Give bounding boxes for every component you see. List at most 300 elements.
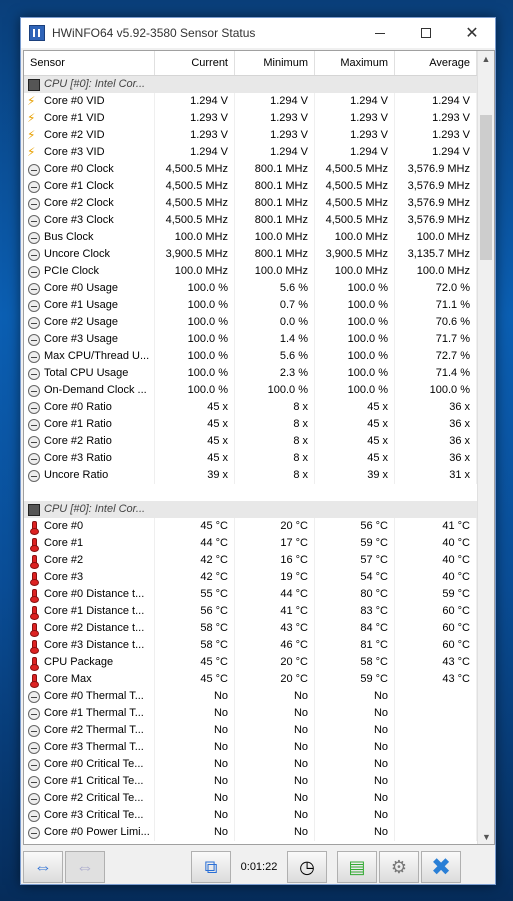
average-value: 60 °C	[395, 603, 477, 620]
thermometer-icon	[28, 589, 40, 601]
current-value: 1.294 V	[155, 93, 235, 110]
maximum-value: 4,500.5 MHz	[315, 195, 395, 212]
minimum-value: 20 °C	[235, 654, 315, 671]
sensor-name: Core #0 Thermal T...	[44, 690, 144, 702]
current-value: 100.0 %	[155, 365, 235, 382]
table-row[interactable]	[24, 348, 479, 365]
minimize-button[interactable]	[357, 18, 403, 48]
table-row[interactable]	[24, 790, 479, 807]
sensor-name-cell	[24, 603, 155, 620]
close-sensors-button[interactable]	[421, 851, 461, 883]
sensor-name-cell	[24, 144, 155, 161]
table-row[interactable]	[24, 739, 479, 756]
sensor-name: Core #3 VID	[44, 146, 105, 158]
current-value: 100.0 %	[155, 331, 235, 348]
settings-icon: ⚙	[390, 856, 408, 877]
minimum-value: No	[235, 739, 315, 756]
sensor-name-cell	[24, 195, 155, 212]
vertical-scrollbar[interactable]	[477, 51, 494, 845]
minimum-value: No	[235, 756, 315, 773]
gauge-icon	[28, 742, 40, 754]
column-header-minimum[interactable]: Minimum	[235, 51, 315, 75]
scroll-thumb[interactable]	[480, 115, 492, 260]
sensor-name-cell	[24, 127, 155, 144]
thermometer-icon	[28, 623, 40, 635]
thermometer-icon	[28, 640, 40, 652]
maximum-value: 100.0 %	[315, 314, 395, 331]
table-row[interactable]	[24, 637, 479, 654]
thermometer-icon	[28, 572, 40, 584]
current-value: 42 °C	[155, 552, 235, 569]
average-value: 40 °C	[395, 552, 477, 569]
maximum-value: 100.0 %	[315, 348, 395, 365]
average-value: 3,576.9 MHz	[395, 161, 477, 178]
window-title: HWiNFO64 v5.92-3580 Sensor Status	[52, 26, 256, 40]
sensor-name-cell	[24, 314, 155, 331]
minimum-value: 8 x	[235, 399, 315, 416]
sensor-group-header[interactable]	[24, 76, 479, 93]
sensor-name: Core #2 Usage	[44, 316, 118, 328]
current-value: 44 °C	[155, 535, 235, 552]
maximum-value: No	[315, 807, 395, 824]
sensor-name: Core #3 Ratio	[44, 452, 112, 464]
minimum-value: 5.6 %	[235, 348, 315, 365]
table-row[interactable]	[24, 229, 479, 246]
nav-arrows-disabled-icon: ⇔	[76, 856, 94, 877]
sensor-name: Core #0 Power Limi...	[44, 826, 150, 838]
title-bar[interactable]	[21, 18, 495, 48]
current-value: 1.293 V	[155, 110, 235, 127]
minimum-value: 0.0 %	[235, 314, 315, 331]
maximize-button[interactable]	[403, 18, 449, 48]
maximum-value: 1.293 V	[315, 127, 395, 144]
table-row[interactable]	[24, 773, 479, 790]
minimum-value: 2.3 %	[235, 365, 315, 382]
table-row[interactable]	[24, 382, 479, 399]
nav-arrows-disabled-button[interactable]	[65, 851, 105, 883]
maximum-value: 59 °C	[315, 535, 395, 552]
voltage-icon	[28, 96, 40, 108]
sensor-name: Core #2 Critical Te...	[44, 792, 144, 804]
gauge-icon	[28, 419, 40, 431]
current-value: 4,500.5 MHz	[155, 212, 235, 229]
thermometer-icon	[28, 606, 40, 618]
sensor-name-cell	[24, 586, 155, 603]
minimum-value: No	[235, 824, 315, 841]
group-cell-current	[155, 501, 235, 518]
sensor-name: Core #0 Critical Te...	[44, 758, 144, 770]
current-value: 100.0 %	[155, 280, 235, 297]
sensor-name: Uncore Ratio	[44, 469, 109, 481]
sensor-name: Core #3 Usage	[44, 333, 118, 345]
sensor-name: Core #2 Clock	[44, 197, 114, 209]
average-value: 1.293 V	[395, 110, 477, 127]
table-row[interactable]	[24, 586, 479, 603]
minimum-value: 1.294 V	[235, 144, 315, 161]
table-row[interactable]	[24, 365, 479, 382]
minimum-value: 46 °C	[235, 637, 315, 654]
scroll-down-icon[interactable]: ▼	[482, 832, 491, 842]
minimum-value: 8 x	[235, 433, 315, 450]
sensor-name: Max CPU/Thread U...	[44, 350, 150, 362]
voltage-icon	[28, 113, 40, 125]
current-value: No	[155, 739, 235, 756]
minimum-value: No	[235, 790, 315, 807]
table-row[interactable]	[24, 654, 479, 671]
maximum-value: 45 x	[315, 416, 395, 433]
current-value: 3,900.5 MHz	[155, 246, 235, 263]
average-value: 100.0 MHz	[395, 229, 477, 246]
average-value: 3,576.9 MHz	[395, 212, 477, 229]
average-value: 43 °C	[395, 671, 477, 688]
average-value: 60 °C	[395, 637, 477, 654]
maximum-value: 45 x	[315, 433, 395, 450]
sensor-name-cell	[24, 552, 155, 569]
group-cell-maximum	[315, 76, 395, 93]
group-title: CPU [#0]: Intel Cor...	[44, 78, 146, 90]
average-value: 1.294 V	[395, 144, 477, 161]
current-value: 55 °C	[155, 586, 235, 603]
minimum-value: 100.0 MHz	[235, 229, 315, 246]
sensor-table[interactable]	[23, 50, 495, 845]
gauge-icon	[28, 827, 40, 839]
table-row[interactable]	[24, 603, 479, 620]
nav-arrows-button[interactable]	[23, 851, 63, 883]
current-value: No	[155, 756, 235, 773]
average-value: 40 °C	[395, 569, 477, 586]
maximum-value: 45 x	[315, 399, 395, 416]
sensor-name: On-Demand Clock ...	[44, 384, 147, 396]
sensor-name: Core #1 VID	[44, 112, 105, 124]
column-header-average[interactable]: Average	[395, 51, 477, 75]
gauge-icon	[28, 470, 40, 482]
table-row[interactable]	[24, 110, 479, 127]
sensor-name-cell	[24, 246, 155, 263]
thermometer-icon	[28, 674, 40, 686]
average-value: 72.0 %	[395, 280, 477, 297]
current-value: No	[155, 773, 235, 790]
group-spacer	[24, 484, 479, 501]
group-cell-average	[395, 501, 477, 518]
maximum-value: No	[315, 739, 395, 756]
minimum-value: 800.1 MHz	[235, 212, 315, 229]
current-value: 45 °C	[155, 671, 235, 688]
gauge-icon	[28, 725, 40, 737]
sensor-name-cell	[24, 450, 155, 467]
minimum-value: 1.4 %	[235, 331, 315, 348]
average-value: 100.0 MHz	[395, 263, 477, 280]
maximum-value: 4,500.5 MHz	[315, 212, 395, 229]
sensor-name-cell	[24, 739, 155, 756]
maximum-value: 100.0 MHz	[315, 229, 395, 246]
sensor-name-cell	[24, 416, 155, 433]
sensor-name-cell	[24, 297, 155, 314]
table-row[interactable]	[24, 518, 479, 535]
sensor-name: Core #1 Clock	[44, 180, 114, 192]
table-row[interactable]	[24, 93, 479, 110]
current-value: 56 °C	[155, 603, 235, 620]
table-row[interactable]	[24, 331, 479, 348]
minimum-value: No	[235, 807, 315, 824]
voltage-icon	[28, 147, 40, 159]
report-add-icon: ▤	[348, 856, 366, 877]
maximum-value: 100.0 MHz	[315, 263, 395, 280]
maximum-value: 100.0 %	[315, 297, 395, 314]
gauge-icon	[28, 436, 40, 448]
sensor-name-cell	[24, 535, 155, 552]
current-value: 45 °C	[155, 518, 235, 535]
current-value: 100.0 %	[155, 382, 235, 399]
maximum-value: 59 °C	[315, 671, 395, 688]
table-row[interactable]	[24, 263, 479, 280]
maximum-value: 83 °C	[315, 603, 395, 620]
average-value	[395, 705, 477, 722]
thermometer-icon	[28, 538, 40, 550]
current-value: 4,500.5 MHz	[155, 161, 235, 178]
average-value	[395, 790, 477, 807]
current-value: No	[155, 807, 235, 824]
table-row[interactable]	[24, 552, 479, 569]
table-row[interactable]	[24, 569, 479, 586]
sensor-name: Bus Clock	[44, 231, 94, 243]
thermometer-icon	[28, 555, 40, 567]
maximum-value: 1.294 V	[315, 93, 395, 110]
column-header-sensor[interactable]: Sensor	[24, 51, 155, 75]
column-header-current[interactable]: Current	[155, 51, 235, 75]
clock-button[interactable]	[287, 851, 327, 883]
group-title: CPU [#0]: Intel Cor...	[44, 503, 146, 515]
sensor-name: Core #2	[44, 554, 84, 566]
table-row[interactable]	[24, 535, 479, 552]
cpu-chip-icon	[28, 79, 40, 91]
average-value: 71.7 %	[395, 331, 477, 348]
table-row[interactable]	[24, 433, 479, 450]
table-row[interactable]	[24, 178, 479, 195]
gauge-icon	[28, 351, 40, 363]
table-row[interactable]	[24, 280, 479, 297]
minimum-value: No	[235, 705, 315, 722]
group-title-cell	[24, 501, 155, 518]
gauge-icon	[28, 708, 40, 720]
minimum-value: 20 °C	[235, 671, 315, 688]
sensor-name-cell	[24, 110, 155, 127]
table-row[interactable]	[24, 246, 479, 263]
maximum-value: No	[315, 705, 395, 722]
sensor-name-cell	[24, 399, 155, 416]
sensor-name-cell	[24, 790, 155, 807]
minimum-value: 43 °C	[235, 620, 315, 637]
sensor-name-cell	[24, 756, 155, 773]
minimum-value: 800.1 MHz	[235, 178, 315, 195]
maximum-value: 4,500.5 MHz	[315, 178, 395, 195]
table-row[interactable]	[24, 127, 479, 144]
average-value	[395, 688, 477, 705]
current-value: 4,500.5 MHz	[155, 178, 235, 195]
scroll-up-icon[interactable]: ▲	[481, 54, 491, 64]
table-row[interactable]	[24, 722, 479, 739]
voltage-icon	[28, 130, 40, 142]
average-value: 1.294 V	[395, 93, 477, 110]
current-value: 39 x	[155, 467, 235, 484]
report-button[interactable]	[337, 851, 377, 883]
minimum-value: 800.1 MHz	[235, 246, 315, 263]
minimum-value: 20 °C	[235, 518, 315, 535]
current-value: 42 °C	[155, 569, 235, 586]
gauge-icon	[28, 776, 40, 788]
table-row[interactable]	[24, 620, 479, 637]
average-value: 43 °C	[395, 654, 477, 671]
average-value: 36 x	[395, 450, 477, 467]
hwinfo-window	[20, 17, 496, 885]
bottom-toolbar	[21, 848, 497, 886]
average-value: 40 °C	[395, 535, 477, 552]
average-value	[395, 807, 477, 824]
table-row[interactable]	[24, 144, 479, 161]
minimum-value: 1.293 V	[235, 127, 315, 144]
current-value: No	[155, 824, 235, 841]
sensor-name-cell	[24, 824, 155, 841]
minimum-value: 100.0 MHz	[235, 263, 315, 280]
maximum-value: 100.0 %	[315, 382, 395, 399]
minimum-value: 100.0 %	[235, 382, 315, 399]
column-header-maximum[interactable]: Maximum	[315, 51, 395, 75]
gauge-icon	[28, 164, 40, 176]
average-value	[395, 739, 477, 756]
average-value	[395, 773, 477, 790]
table-row[interactable]	[24, 688, 479, 705]
maximize-icon	[421, 28, 431, 38]
minimum-value: 8 x	[235, 467, 315, 484]
table-row[interactable]	[24, 705, 479, 722]
sensor-name-cell	[24, 688, 155, 705]
current-value: 45 x	[155, 450, 235, 467]
maximum-value: No	[315, 790, 395, 807]
gauge-icon	[28, 283, 40, 295]
table-row[interactable]	[24, 450, 479, 467]
settings-button[interactable]	[379, 851, 419, 883]
gauge-icon	[28, 334, 40, 346]
gauge-icon	[28, 300, 40, 312]
sensor-name-cell	[24, 280, 155, 297]
current-value: 45 x	[155, 433, 235, 450]
group-title-cell	[24, 76, 155, 93]
network-icon: ⧉	[204, 856, 218, 877]
sensor-name-cell	[24, 705, 155, 722]
average-value: 36 x	[395, 399, 477, 416]
minimum-value: 1.294 V	[235, 93, 315, 110]
sensor-name-cell	[24, 467, 155, 484]
current-value: 100.0 MHz	[155, 263, 235, 280]
average-value	[395, 824, 477, 841]
close-x-icon: ✖	[430, 853, 452, 881]
gauge-icon	[28, 759, 40, 771]
average-value: 60 °C	[395, 620, 477, 637]
current-value: 1.293 V	[155, 127, 235, 144]
group-cell-minimum	[235, 501, 315, 518]
sensor-group-header[interactable]	[24, 501, 479, 518]
table-row[interactable]	[24, 314, 479, 331]
average-value: 36 x	[395, 416, 477, 433]
maximum-value: No	[315, 773, 395, 790]
table-row[interactable]	[24, 399, 479, 416]
gauge-icon	[28, 232, 40, 244]
table-row[interactable]	[24, 824, 479, 841]
maximum-value: 100.0 %	[315, 331, 395, 348]
minimum-value: No	[235, 688, 315, 705]
thermometer-icon	[28, 521, 40, 533]
maximum-value: 80 °C	[315, 586, 395, 603]
close-button[interactable]: ✕	[465, 25, 479, 42]
sensor-name: Uncore Clock	[44, 248, 111, 260]
sensor-name: CPU Package	[44, 656, 114, 668]
sensor-name: Core #0 Clock	[44, 163, 114, 175]
average-value: 59 °C	[395, 586, 477, 603]
sensor-name: Core #1 Ratio	[44, 418, 112, 430]
table-row[interactable]	[24, 212, 479, 229]
average-value: 72.7 %	[395, 348, 477, 365]
current-value: 45 x	[155, 416, 235, 433]
sensor-name-cell	[24, 348, 155, 365]
maximum-value: 54 °C	[315, 569, 395, 586]
sensor-name: Core #0 VID	[44, 95, 105, 107]
sensor-name: Core #1 Distance t...	[44, 605, 145, 617]
table-row[interactable]	[24, 416, 479, 433]
gauge-icon	[28, 215, 40, 227]
gauge-icon	[28, 317, 40, 329]
group-cell-minimum	[235, 76, 315, 93]
sensor-name: Core #1 Thermal T...	[44, 707, 144, 719]
sensor-name-cell	[24, 229, 155, 246]
minimum-value: No	[235, 773, 315, 790]
gauge-icon	[28, 385, 40, 397]
gauge-icon	[28, 810, 40, 822]
table-row[interactable]	[24, 195, 479, 212]
table-row[interactable]	[24, 756, 479, 773]
hwinfo-app-icon	[29, 25, 45, 41]
sensor-name-cell	[24, 331, 155, 348]
current-value: 45 °C	[155, 654, 235, 671]
average-value: 71.1 %	[395, 297, 477, 314]
minimum-value: 44 °C	[235, 586, 315, 603]
current-value: No	[155, 790, 235, 807]
sensor-name: Core #3 Critical Te...	[44, 809, 144, 821]
gauge-icon	[28, 402, 40, 414]
sensor-name-cell	[24, 569, 155, 586]
sensor-name: Core #3 Thermal T...	[44, 741, 144, 753]
table-row[interactable]	[24, 297, 479, 314]
current-value: 58 °C	[155, 637, 235, 654]
table-row[interactable]	[24, 467, 479, 484]
sensor-name: PCIe Clock	[44, 265, 100, 277]
average-value: 71.4 %	[395, 365, 477, 382]
sensor-name: Core #3 Clock	[44, 214, 114, 226]
table-row[interactable]	[24, 671, 479, 688]
table-row[interactable]	[24, 161, 479, 178]
minimum-value: 19 °C	[235, 569, 315, 586]
minimum-value: 8 x	[235, 416, 315, 433]
sensor-name: Core #0 Ratio	[44, 401, 112, 413]
sensor-name: Core #2 Thermal T...	[44, 724, 144, 736]
maximum-value: No	[315, 722, 395, 739]
network-button[interactable]	[191, 851, 231, 883]
minimum-value: 800.1 MHz	[235, 195, 315, 212]
sensor-name: Core #0	[44, 520, 84, 532]
table-row[interactable]	[24, 807, 479, 824]
gauge-icon	[28, 266, 40, 278]
sensor-name-cell	[24, 620, 155, 637]
gauge-icon	[28, 453, 40, 465]
current-value: 100.0 %	[155, 297, 235, 314]
